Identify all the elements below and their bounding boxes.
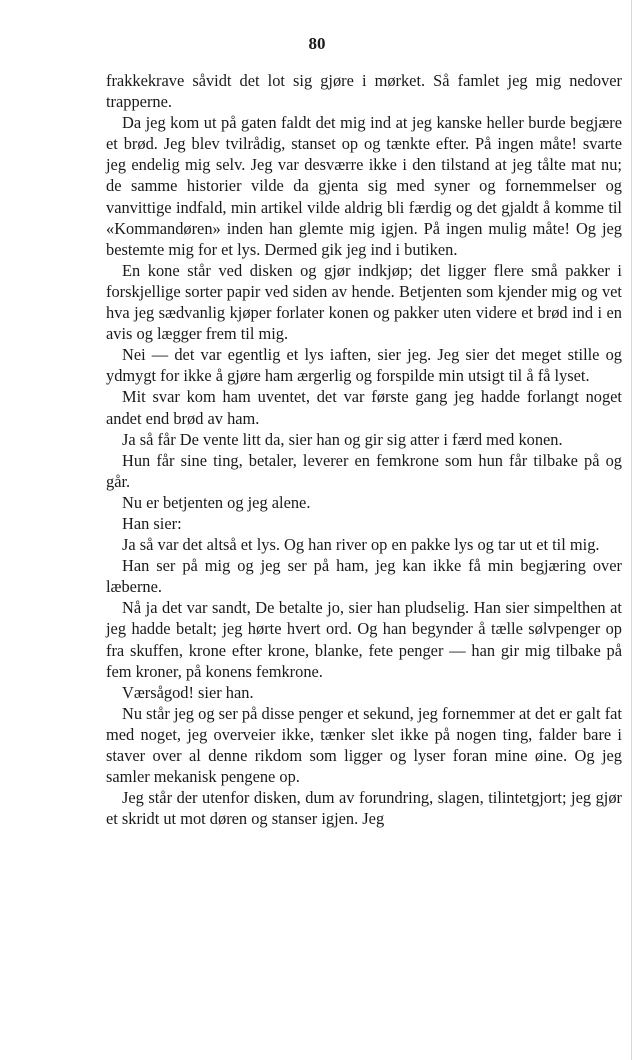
- paragraph: Hun får sine ting, betaler, leverer en femkrone som hun får tilbake på og går.: [106, 450, 622, 491]
- paragraph: Ja så får De vente litt da, sier han og gir sig atter i færd med konen.: [122, 429, 563, 449]
- paragraph: frakkekrave såvidt det lot sig gjøre i mørket. Så famlet jeg mig nedover trapperne.: [106, 71, 622, 112]
- paragraph: Jeg står der utenfor disken, dum av forundring, slagen, tilintetgjort; jeg gjør et skridt ut mot døren og stanser igjen. Jeg: [106, 788, 622, 829]
- page-edge-divider: [631, 0, 632, 1060]
- page-number: 80: [308, 34, 326, 53]
- paragraph: Han sier:: [122, 513, 182, 533]
- paragraph: Da jeg kom ut på gaten faldt det mig ind at jeg kanske heller burde begjære et brød. Jeg blev tvilrådig, stanset op og tænkte efter. På ingen måte! svarte jeg endelig mig selv. Jeg var desværre ikke i den tilstand at jeg tålte mat nu; de samme historier vilde da gjenta sig med syner og fornemmelser og vanvittige indfald, min artikel vilde aldrig bli færdig og det gjaldt å komme til «Kommandøren» inden han glemte mig igjen. På ingen mulig måte! Og jeg bestemte mig for et lys. Dermed gik jeg ind i butiken.: [106, 113, 622, 259]
- paragraph: En kone står ved disken og gjør indkjøp; det ligger flere små pakker i forskjellige sorter papir ved siden av hende. Betjenten som kjender mig og vet hva jeg sædvanlig kjøper forlater konen og pakker uten videre et brød ind i en avis og lægger frem til mig.: [106, 260, 622, 344]
- paragraph: Nei — det var egentlig et lys iaften, sier jeg. Jeg sier det meget stille og ydmygt for ikke å gjøre ham ærgerlig og forspilde min utsigt til å få lyset.: [106, 345, 622, 386]
- paragraph: Han ser på mig og jeg ser på ham, jeg kan ikke få min begjæring over læberne.: [106, 556, 622, 597]
- paragraph: Værsågod! sier han.: [122, 682, 254, 702]
- paragraph: Mit svar kom ham uventet, det var første gang jeg hadde forlangt noget andet end brød av ham.: [106, 387, 622, 428]
- paragraph: Nå ja det var sandt, De betalte jo, sier han pludselig. Han sier simpelthen at jeg hadde betalt; jeg hørte hvert ord. Og han begynder å tælle sølvpenger op fra skuffen, krone efter krone, blanke, fete penger — han gir mig tilbake på fem kroner, på konens femkrone.: [106, 598, 622, 681]
- body-text: [106, 70, 622, 829]
- paragraph: Nu er betjenten og jeg alene.: [122, 492, 311, 512]
- paragraph: Ja så var det altså et lys. Og han river op en pakke lys og tar ut et til mig.: [122, 535, 600, 555]
- paragraph: Nu står jeg og ser på disse penger et sekund, jeg fornemmer at det er galt fat med noget, jeg overveier ikke, tænker slet ikke på nogen ting, falder bare i staver over al denne rikdom som ligger og lyser foran mine øine. Og jeg samler mekanisk pengene op.: [106, 703, 622, 787]
